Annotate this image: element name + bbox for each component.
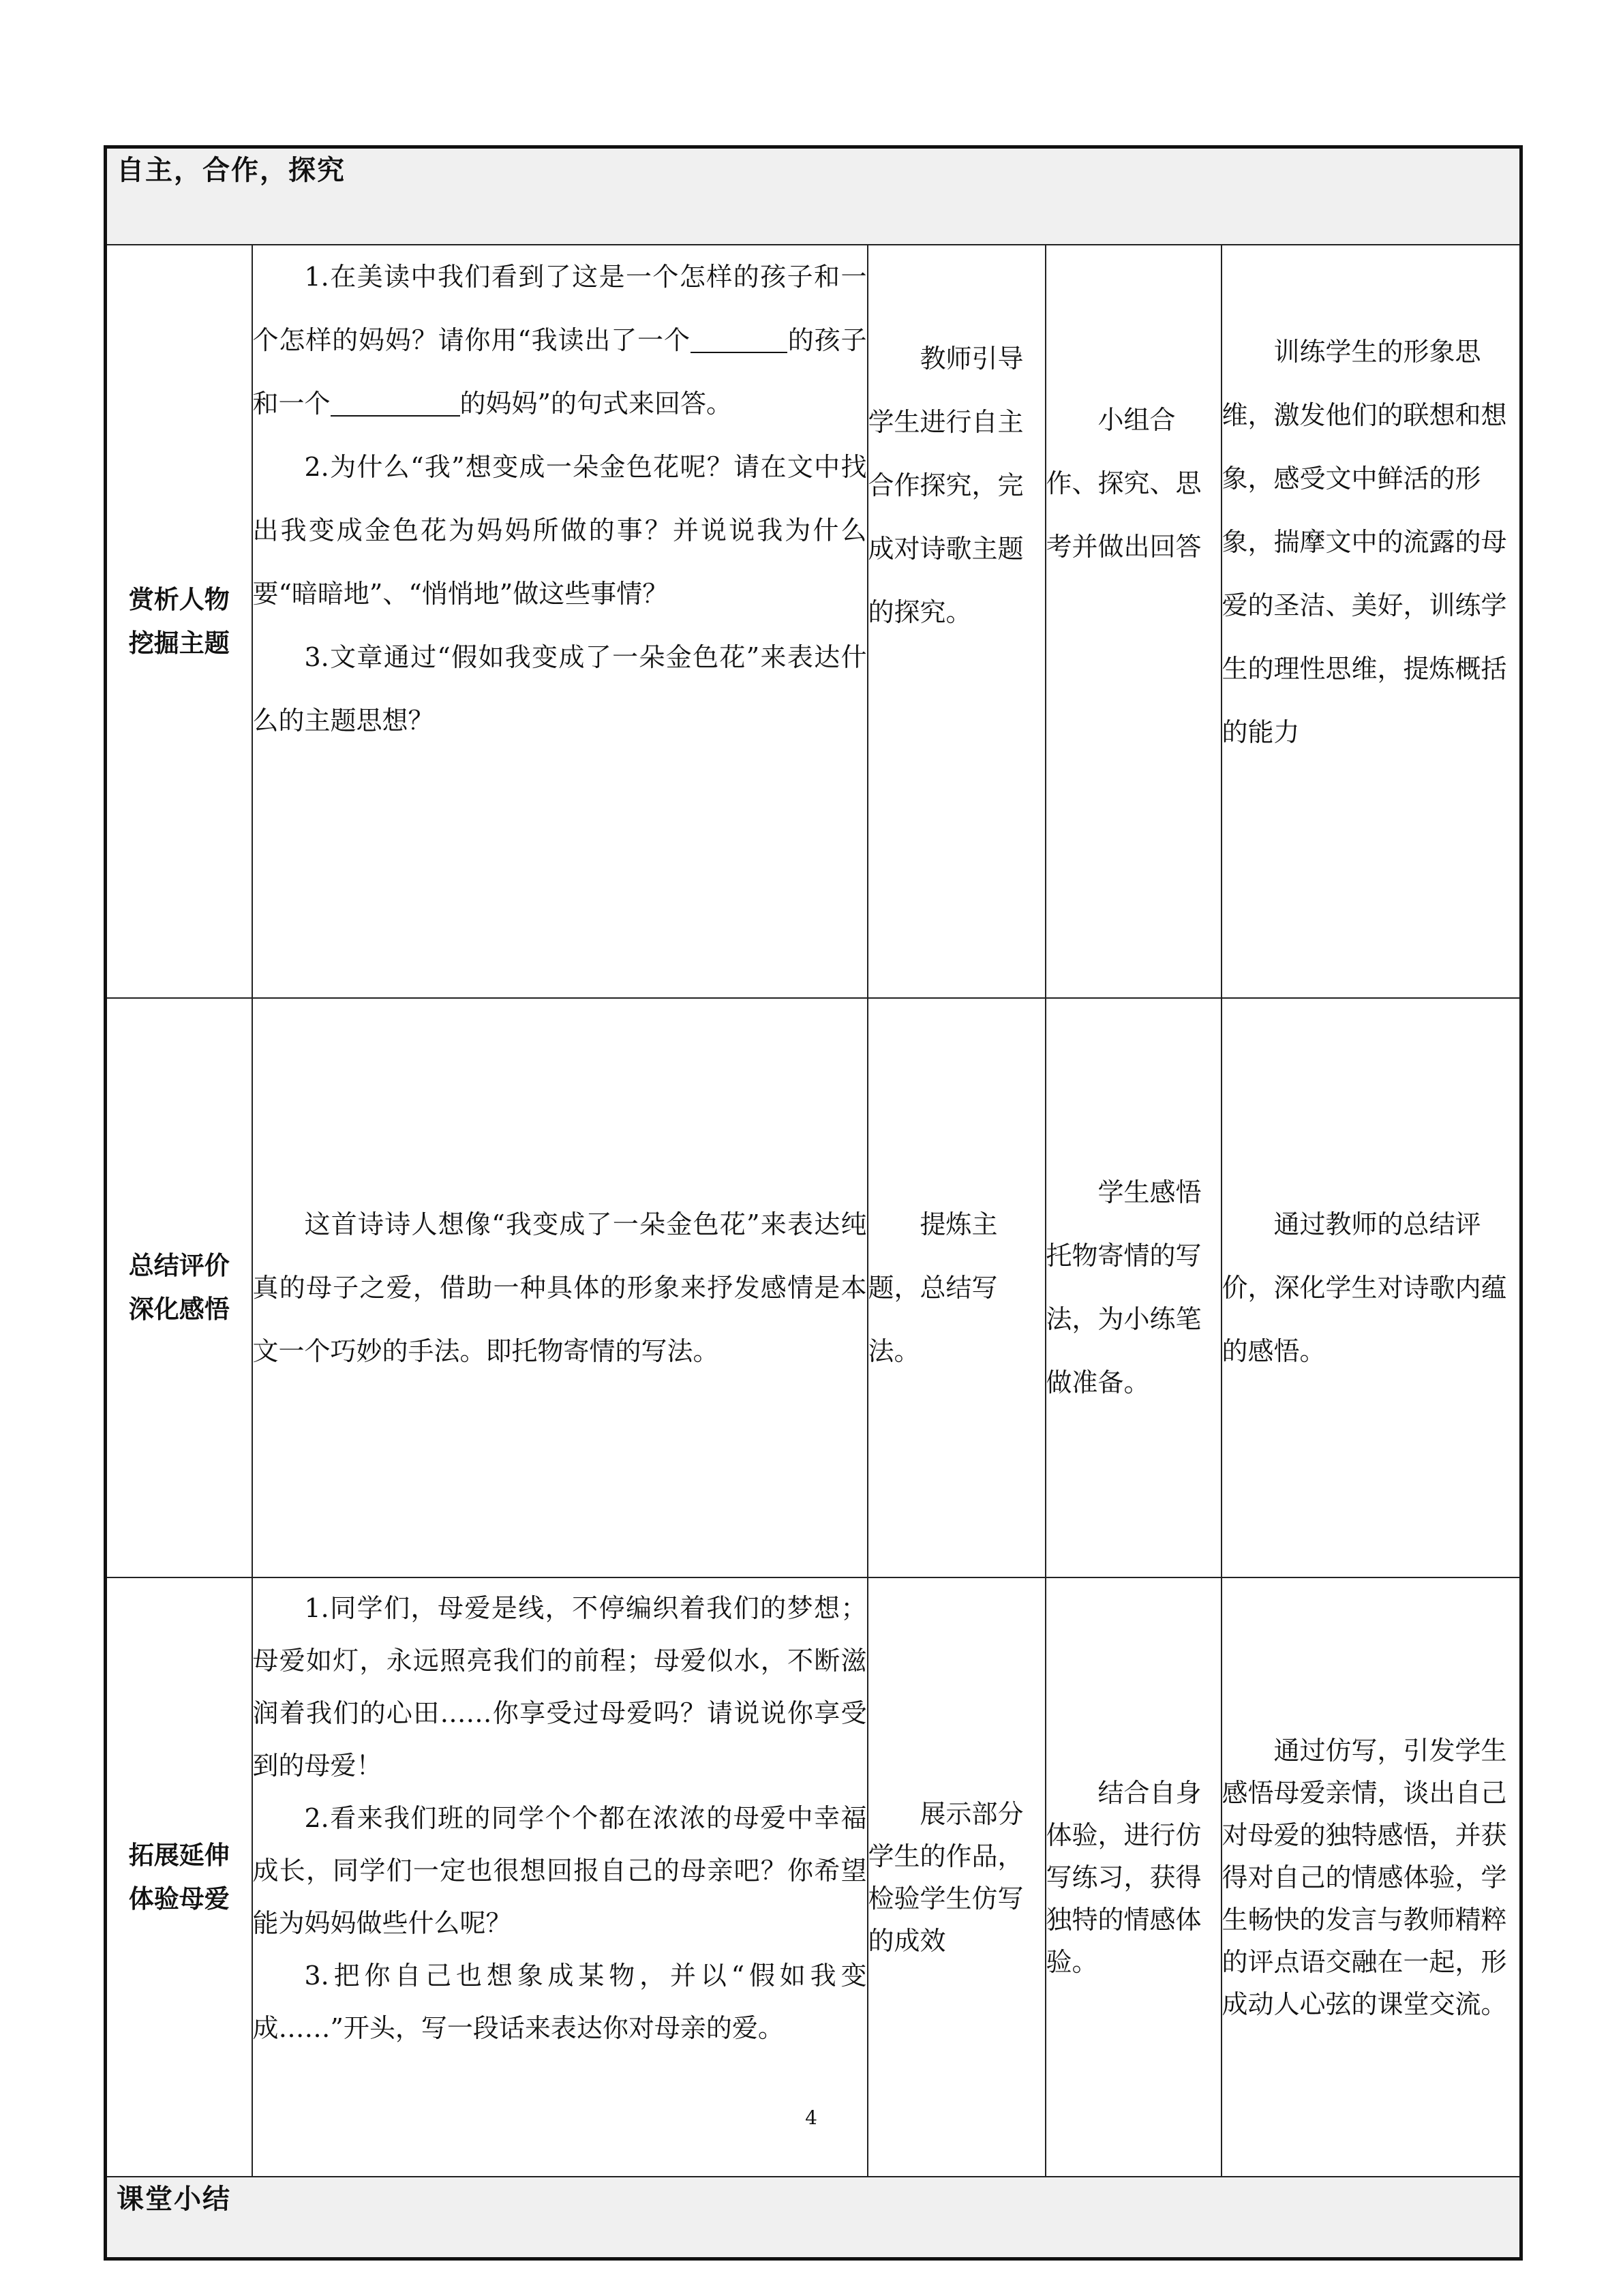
activity-content-cell <box>252 1577 868 2177</box>
student-activity: 学生感悟托物寄情的写法，为小练笔做准备。 <box>1046 1177 1202 1398</box>
stage-label-cell <box>106 1577 252 2177</box>
activity-content-cell <box>252 245 868 998</box>
stage-label-cell <box>106 245 252 998</box>
class-summary-header: 课堂小结 <box>117 2184 231 2215</box>
stage-label-line: 拓展延伸 <box>128 1840 230 1870</box>
student-activity-cell <box>1046 1577 1222 2177</box>
teacher-activity: 展示部分学生的作品，检验学生仿写的成效 <box>868 1798 1024 1956</box>
fill-blank <box>331 388 460 417</box>
footer-header-cell <box>106 2177 1521 2259</box>
student-activity-cell <box>1046 245 1222 998</box>
stage-label-line: 挖掘主题 <box>128 628 230 658</box>
student-activity: 小组合作、探究、思考并做出回答 <box>1046 405 1202 562</box>
stage-label-line: 赏析人物 <box>128 584 230 614</box>
fill-blank <box>691 324 787 353</box>
extension-item-2: 2.看来我们班的同学个个都在浓浓的母爱中幸福成长，同学们一定也很想回报自己的母亲吧？你希望能为妈妈做些什么呢？ <box>252 1803 867 1938</box>
teacher-activity: 教师引导学生进行自主合作探究，完成对诗歌主题的探究。 <box>868 344 1024 627</box>
question-1: 1.在美读中我们看到了这是一个怎样的孩子和一个怎样的妈妈？请你用“我读出了一个 的孩子和一个 的妈妈”的句式来回答。 <box>252 262 867 419</box>
activity-content-cell <box>252 998 868 1577</box>
section-header-row <box>106 147 1521 245</box>
table-row <box>106 1577 1521 2177</box>
stage-label-line: 总结评价 <box>128 1251 230 1280</box>
design-purpose: 通过仿写，引发学生感悟母爱亲情，谈出自己对母爱的独特感悟，并获得对自己的情感体验，学生畅快的发言与教师精粹的评点语交融在一起，形成动人心弦的课堂交流。 <box>1222 1735 1507 2019</box>
section-header-cell <box>106 147 1521 245</box>
stage-label-line: 深化感悟 <box>128 1295 230 1324</box>
extension-item-3: 3.把你自己也想象成某物，并以“假如我变成……”开头，写一段话来表达你对母亲的爱。 <box>252 1961 867 2043</box>
stage-label-cell <box>106 998 252 1577</box>
question-3: 3.文章通过“假如我变成了一朵金色花”来表达什么的主题思想？ <box>252 642 867 736</box>
student-activity-cell <box>1046 998 1222 1577</box>
design-purpose-cell <box>1222 998 1521 1577</box>
design-purpose: 训练学生的形象思维，激发他们的联想和想象，感受文中鲜活的形象，揣摩文中的流露的母爱的圣洁、美好，训练学生的理性思维，提炼概括的能力 <box>1222 337 1507 747</box>
footer-header-row <box>106 2177 1521 2259</box>
teacher-activity: 提炼主题，总结写法。 <box>868 1209 998 1366</box>
teacher-activity-cell <box>868 998 1046 1577</box>
teacher-activity-cell <box>868 245 1046 998</box>
design-purpose-cell <box>1222 1577 1521 2177</box>
design-purpose-cell <box>1222 245 1521 998</box>
table-row <box>106 245 1521 998</box>
design-purpose: 通过教师的总结评价，深化学生对诗歌内蕴的感悟。 <box>1222 1209 1507 1366</box>
student-activity: 结合自身体验，进行仿写练习，获得独特的情感体验。 <box>1046 1777 1202 1977</box>
teacher-activity-cell <box>868 1577 1046 2177</box>
stage-label-line: 体验母爱 <box>128 1884 230 1914</box>
summary-text: 这首诗诗人想像“我变成了一朵金色花”来表达纯真的母子之爱，借助一种具体的形象来抒发感情是本文一个巧妙的手法。即托物寄情的写法。 <box>252 1209 867 1366</box>
table-row <box>106 998 1521 1577</box>
extension-item-1: 1.同学们，母爱是线，不停编织着我们的梦想；母爱如灯，永远照亮我们的前程；母爱似水，不断滋润着我们的心田……你享受过母爱吗？请说说你享受到的母爱！ <box>252 1593 867 1781</box>
lesson-plan-table <box>104 145 1523 2261</box>
section-header: 自主，合作，探究 <box>117 155 346 186</box>
page-number: 4 <box>805 2106 817 2129</box>
question-2: 2.为什么“我”想变成一朵金色花呢？请在文中找出我变成金色花为妈妈所做的事？并说说我为什么要“暗暗地”、“悄悄地”做这些事情？ <box>252 452 867 609</box>
